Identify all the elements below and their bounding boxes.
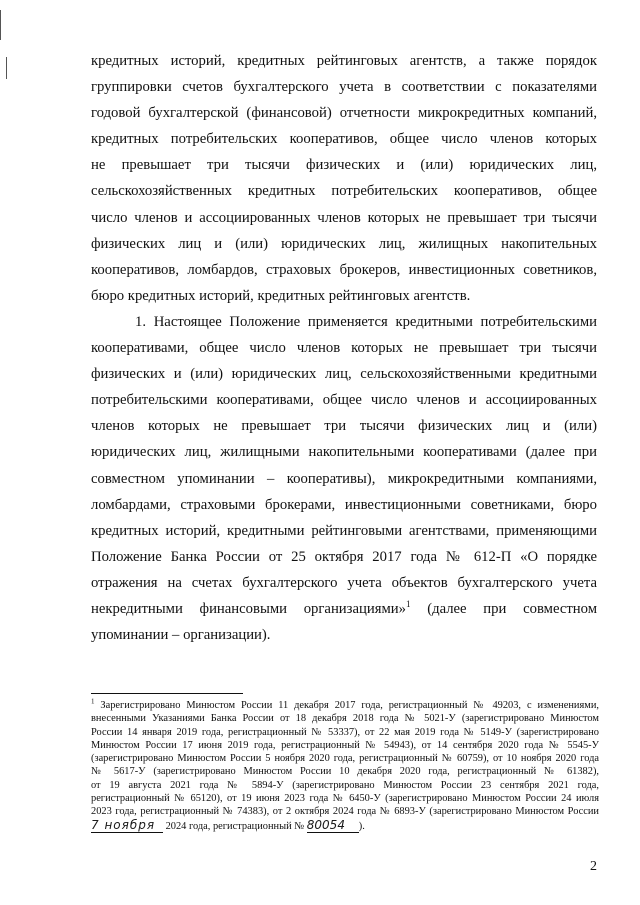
main-text <box>91 48 597 648</box>
text-line: потребительскими кооперативами, общее число членов и ассоциированных <box>91 392 597 409</box>
text-line: физических и (или) юридических лиц, сельскохозяйственными кредитными <box>91 366 597 383</box>
text-line: отражения на счетах бухгалтерского учета объектов бухгалтерского учета <box>91 574 597 591</box>
footnote-line <box>91 699 599 712</box>
footnote-reference[interactable]: 1 <box>405 599 411 610</box>
text-line: 1. Настоящее Положение применяется кредитными потребительскими <box>135 313 597 330</box>
footnote <box>91 699 599 833</box>
footnote-line-handwritten <box>91 819 599 833</box>
footnote-marker: 1 <box>91 697 95 706</box>
text-fragment: некредитными финансовыми организациями» <box>91 600 406 617</box>
footnote-line: России 14 января 2019 года, регистрационный № 53337), от 22 мая 2019 года № 5149-У (зарегистрировано <box>91 726 599 738</box>
text-line: кооперативов, ломбардов, страховых брокеров, инвестиционных советников, <box>91 261 597 278</box>
text-line: физических лиц и (или) юридических лиц, жилищных накопительных <box>91 235 597 252</box>
footnote-line: 2023 года, регистрационный № 74383), от 2 октября 2024 года № 6893-У (зарегистрировано Минюстом России <box>91 806 599 818</box>
text-line: годовой бухгалтерской (финансовой) отчетности микрокредитных компаний, <box>91 105 597 122</box>
text-fragment: 2024 года, регистрационный № <box>163 820 307 832</box>
footnote-line: Минюстом России 17 июня 2019 года, регистрационный № 54943), от 14 сентября 2020 года № 5545-У <box>91 739 599 751</box>
text-line: юридических лиц, жилищными накопительными кооперативами (далее при <box>91 444 597 461</box>
text-line: кооперативами, общее число членов которых не превышает три тысячи <box>91 340 597 357</box>
text-line-with-footnote <box>91 596 597 622</box>
text-fragment: (далее при совместном <box>410 600 597 617</box>
footnote-line: внесенными Указаниями Банка России от 18 декабря 2018 года № 5021-У (зарегистрировано Минюстом <box>91 713 599 725</box>
scan-edge-mark <box>0 10 1 40</box>
footnote-separator <box>91 693 243 694</box>
text-line: членов которых не превышает три тысячи физических лиц и (или) <box>91 418 597 435</box>
page-number: 2 <box>590 859 597 874</box>
text-line: кредитных потребительских кооперативов, общее число членов которых <box>91 131 597 148</box>
footnote-line: (зарегистрировано Минюстом России 5 ноября 2020 года, регистрационный № 60759), от 10 ноября 2020 года <box>91 753 599 765</box>
text-line: группировки счетов бухгалтерского учета в соответствии с показателями <box>91 79 597 96</box>
paragraph-1 <box>91 309 597 648</box>
text-line: упоминании – организации). <box>91 627 271 644</box>
handwritten-registration-number: 80054 <box>307 819 359 833</box>
footnote-line: от 19 августа 2021 года № 5894-У (зарегистрировано Минюстом России 23 сентября 2021 года, <box>91 779 599 791</box>
text-line: совместном упоминании – кооперативы), микрокредитными компаниями, <box>91 470 597 487</box>
handwritten-date: 7 ноября <box>91 819 163 833</box>
text-fragment: Зарегистрировано Минюстом России 11 декабря 2017 года, регистрационный № 49203, с изменениями, <box>94 700 599 711</box>
text-line: ломбардами, страховыми брокерами, инвестиционными советниками, бюро <box>91 496 597 513</box>
text-line: не превышает три тысячи физических и (или) юридических лиц, <box>91 157 597 174</box>
footnote-line: регистрационный № 65120), от 19 июня 2023 года № 6450-У (зарегистрировано Минюстом России 24 июля <box>91 793 599 805</box>
footnote-line: № 5617-У (зарегистрировано Минюстом России 10 декабря 2020 года, регистрационный № 61382), <box>91 766 599 778</box>
text-line: кредитных историй, кредитными рейтинговыми агентствами, применяющими <box>91 522 597 539</box>
intro-paragraph <box>91 48 597 309</box>
text-fragment: ). <box>358 820 365 832</box>
text-line: кредитных историй, кредитных рейтинговых агентств, а также порядок <box>91 53 597 69</box>
text-line: сельскохозяйственных кредитных потребительских кооперативов, общее <box>91 183 597 200</box>
text-line: Положение Банка России от 25 октября 2017 года № 612-П «О порядке <box>91 548 597 565</box>
text-line: бюро кредитных историй, кредитных рейтинговых агентств. <box>91 287 471 304</box>
scan-edge-mark <box>6 57 7 79</box>
text-line: число членов и ассоциированных членов которых не превышает три тысячи <box>91 209 597 226</box>
